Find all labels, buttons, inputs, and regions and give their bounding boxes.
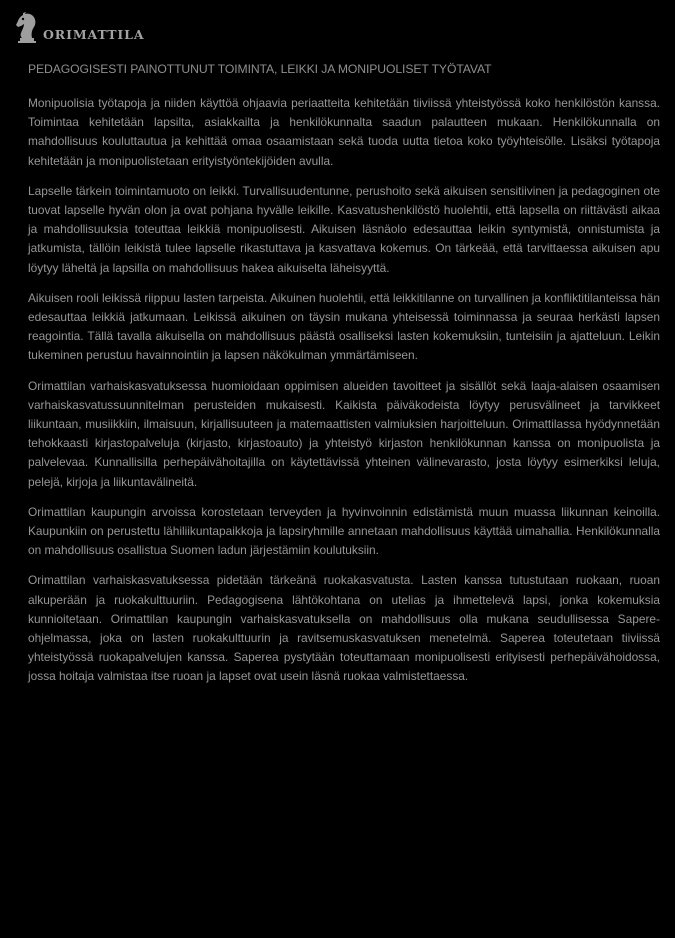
document-body [28, 61, 660, 687]
logo-text: ORIMATTILA [43, 27, 145, 42]
paragraph: Orimattilan varhaiskasvatuksessa huomioidaan oppimisen alueiden tavoitteet ja sisällöt sekä laaja-alaisen osaamisen varhaiskasvatussuunnitelman perusteiden mukaisesti. Kaikista päiväkodeista löytyy perusvälineet ja tarvikkeet liikuntaan, musiikkiin, ilmaisuun, kirjallisuuteen ja matemaattisten valmiuksien harjoitteluun. Orimattilassa hyödynnetään tehokkaasti kirjastopalveluja (kirjasto, kirjastoauto) ja yhteistyö kirjaston henkilökunnan kanssa on monipuolista ja palvelevaa. Kunnallisilla perhepäivähoitajilla on käytettävissä yhteinen välinevarasto, josta löytyy esimerkiksi leluja, pelejä, kirjoja ja liikuntavälineitä. [28, 378, 660, 489]
section-heading: PEDAGOGISESTI PAINOTTUNUT TOIMINTA, LEIKKI JA MONIPUOLISET TYÖTAVAT [28, 62, 492, 76]
knight-chess-piece-icon [14, 10, 40, 44]
paragraph: Monipuolisia työtapoja ja niiden käyttöä ohjaavia periaatteita kehitetään tiiviissä yhteistyössä koko henkilöstön kanssa. Toimintaa kehitetään lapsilta, asiakkailta ja henkilökunnalta saadun palautteen mukaan. Henkilökunnalla on mahdollisuus kouluttautua ja kehittää omaa osaamistaan sekä tuoda uutta tietoa koko työyhteisölle. Lisäksi työtapoja kehitetään ja monipuolistetaan erityistyöntekijöiden avulla. [28, 96, 660, 168]
paragraph: Aikuisen rooli leikissä riippuu lasten tarpeista. Aikuinen huolehtii, että leikkitilanne on turvallinen ja konfliktitilanteissa hän edesauttaa leikkiä jatkumaan. Leikissä aikuinen on täysin mukana yhteisessä toiminnassa ja seuraa herkästi lapsen reagointia. Tällä tavalla aikuisella on mahdollisuus päästä osalliseksi lasten kokemuksiin, tunteisiin ja ajatteluun. Leikin tukeminen perustuu havainnointiin ja lapsen näkökulman ymmärtämiseen. [28, 290, 660, 363]
paragraph: Lapselle tärkein toimintamuoto on leikki. Turvallisuudentunne, perushoito sekä aikuisen sensitiivinen ja pedagoginen ote tuovat lapselle hyvän olon ja ovat pohjana hyvälle leikille. Kasvatushenkilöstö huolehtii, että lapsella on riittävästi aikaa ja mahdollisuuksia toteuttaa leikkiä monipuolisesti. Aikuisen läsnäolo edesauttaa leikin syntymistä, onnistumista ja jatkumista, tällöin leikistä tulee lapselle rikastuttava ja kasvattava kokemus. On tärkeää, että tarvittaessa aikuisen apu löytyy läheltä ja lapsilla on mahdollisuus hakea aikuiselta läheisyyttä. [28, 183, 660, 275]
page-header [14, 8, 144, 44]
paragraph: Orimattilan varhaiskasvatuksessa pidetään tärkeänä ruokakasvatusta. Lasten kanssa tutustutaan ruokaan, ruoan alkuperään ja ruokakulttuuriin. Pedagogisena lähtökohtana on utelias ja ihmettelevä lapsi, jonka kokemuksia kunnioitetaan. Orimattilan kaupungin varhaiskasvatuksella on mahdollisuus olla mukana seudullisessa Sapere-ohjelmassa, joka on lasten ruokakulttuurin ja ravitsemuskasvatuksen menetelmä. Saperea toteutetaan tiiviissä yhteistyössä ruokapalvelujen kanssa. Saperea pystytään toteuttamaan monipuolisesti erityisesti perhepäivähoidossa, jossa hoitaja valmistaa itse ruoan ja lapset ovat usein läsnä ruokaa valmistettaessa. [28, 573, 660, 684]
paragraph: Orimattilan kaupungin arvoissa korostetaan terveyden ja hyvinvoinnin edistämistä muun muassa liikunnan keinoilla. Kaupunkiin on perustettu lähiliikuntapaikkoja ja lapsiryhmille annetaan mahdollisuus käyttää uimahallia. Henkilökunnalla on mahdollisuus osallistua Suomen ladun järjestämiin koulutuksiin. [28, 504, 660, 558]
